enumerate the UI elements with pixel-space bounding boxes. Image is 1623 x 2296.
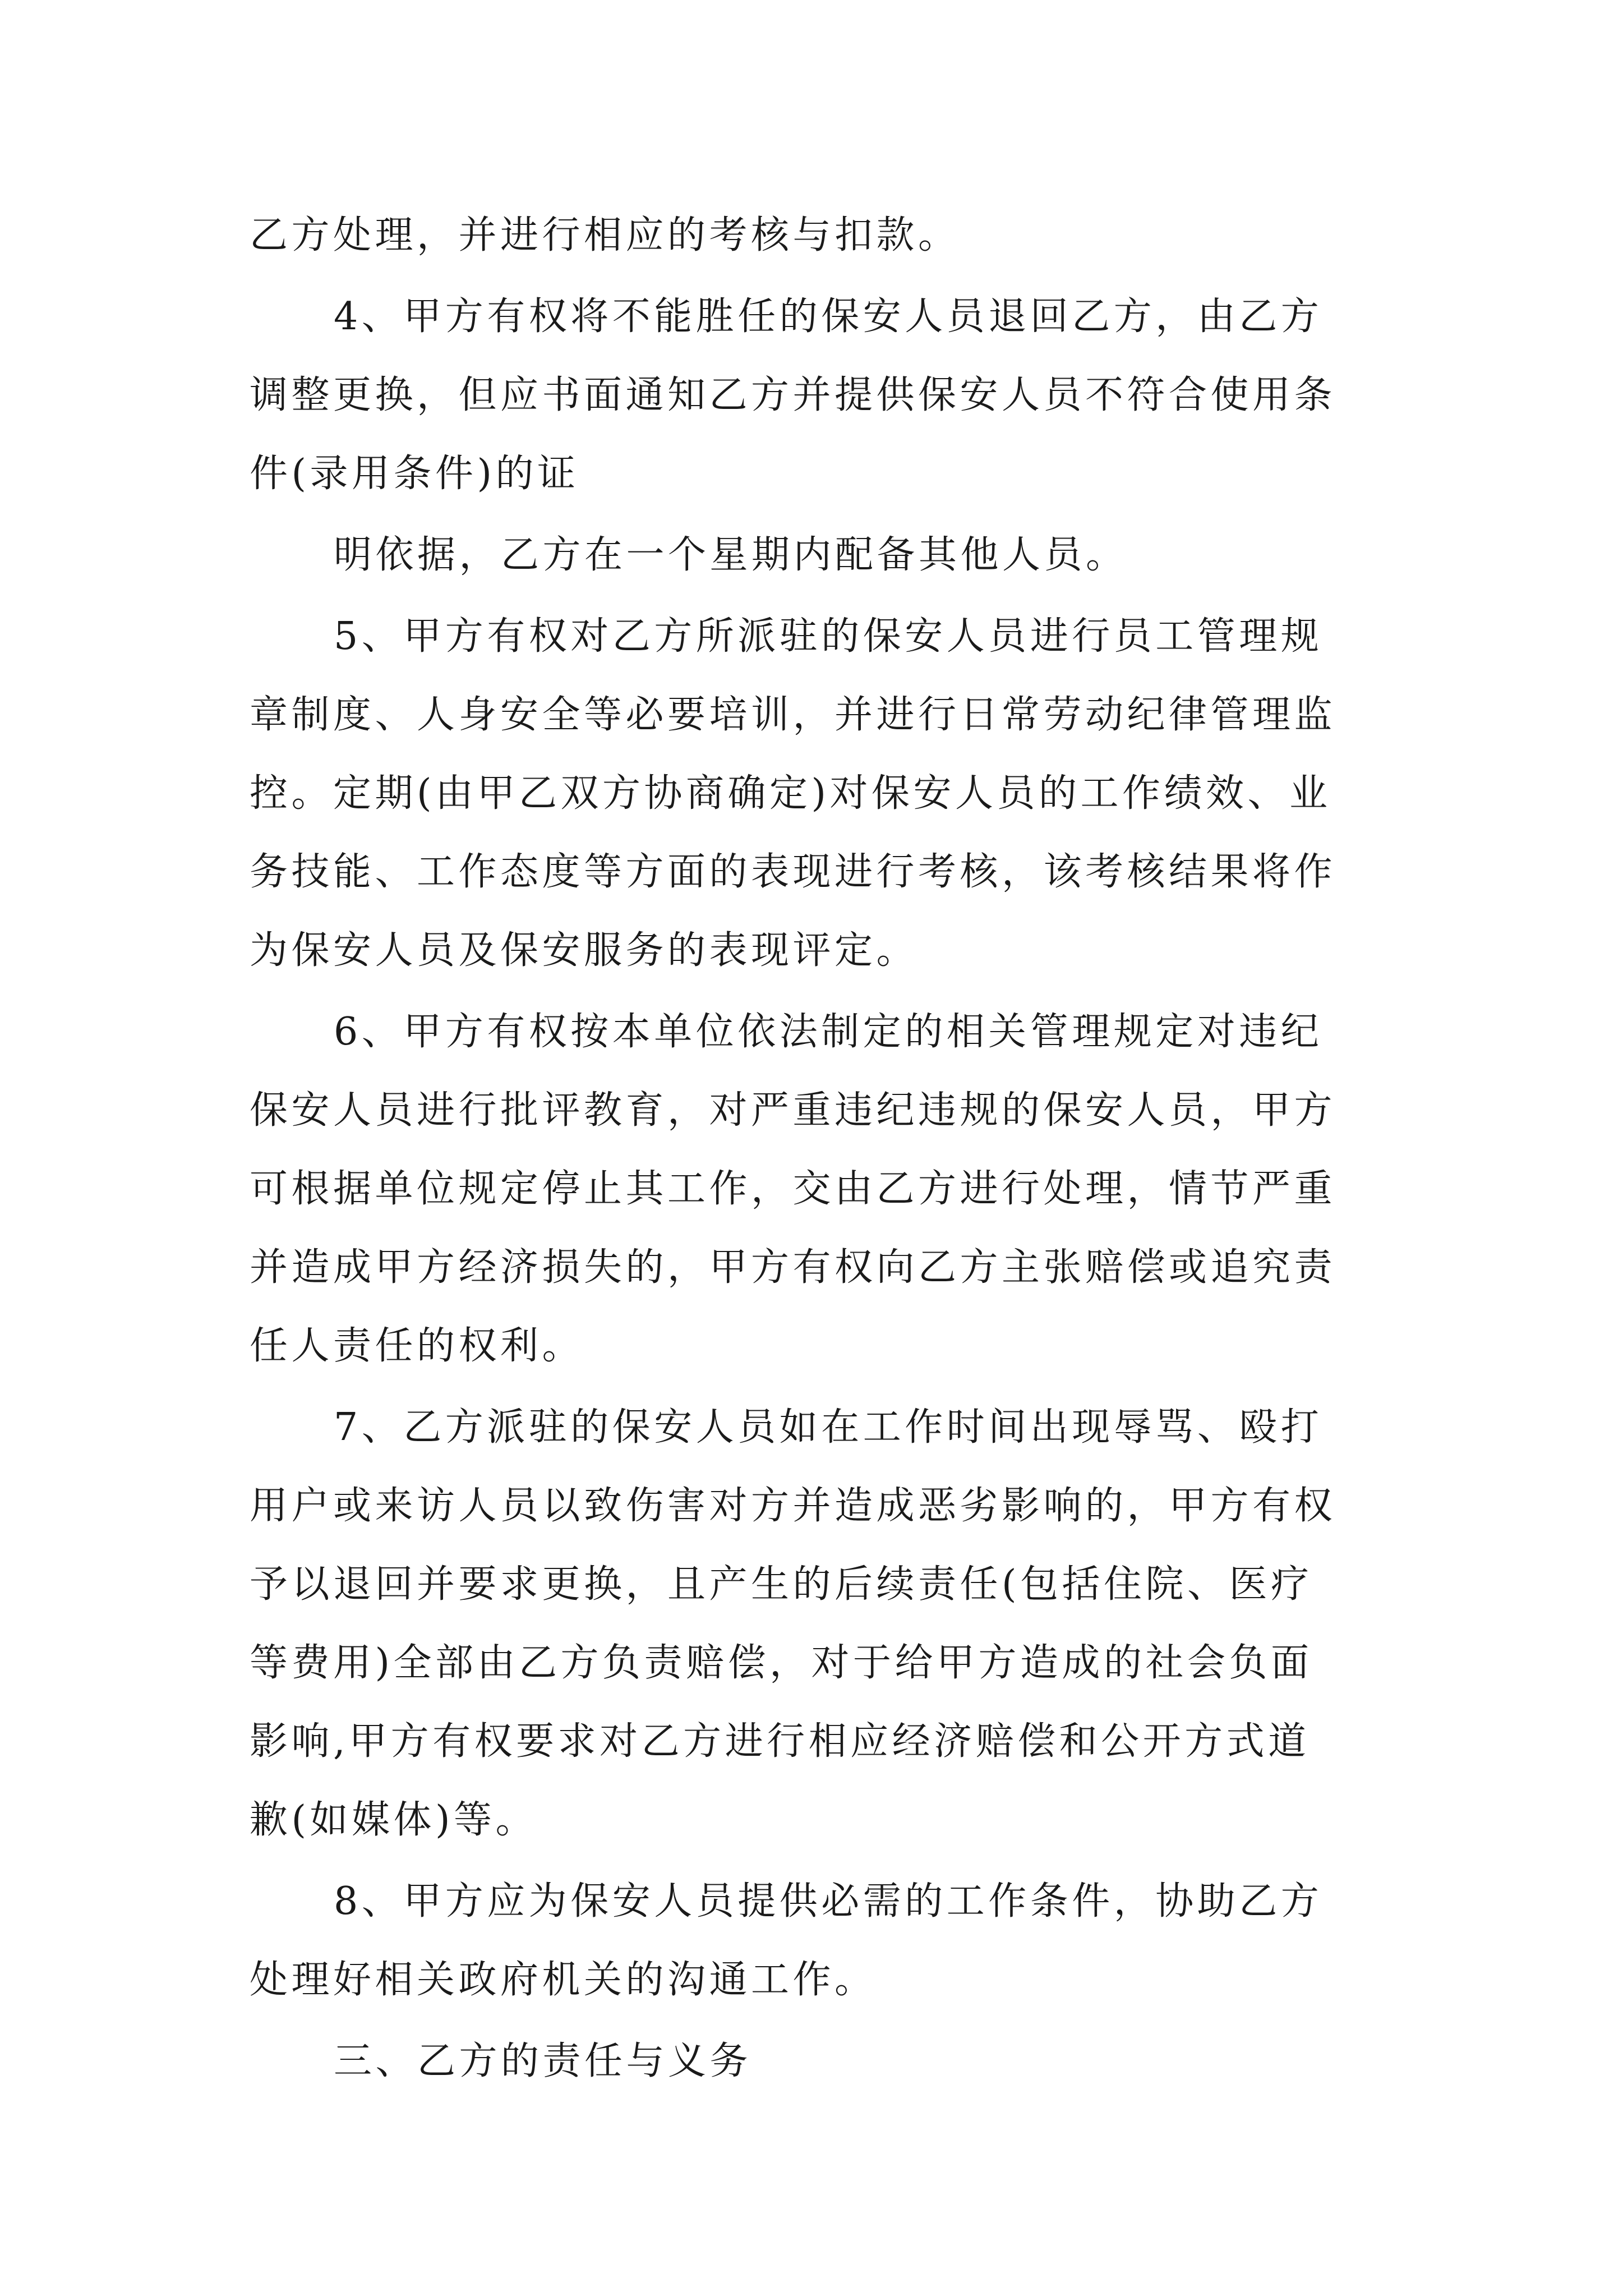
text-line: 件(录用条件)的证 [250,452,579,496]
text-line: 5、甲方有权对乙方所派驻的保安人员进行员工管理规 [334,614,1323,659]
text-line: 明依据，乙方在一个星期内配备其他人员。 [334,533,1128,577]
text-line: 调整更换，但应书面通知乙方并提供保安人员不符合使用条 [250,373,1336,417]
text-line: 为保安人员及保安服务的表现评定。 [250,928,919,973]
text-line: 章制度、人身安全等必要培训，并进行日常劳动纪律管理监 [250,693,1336,737]
text-line: 务技能、工作态度等方面的表现进行考核，该考核结果将作 [250,850,1336,894]
text-line: 4、甲方有权将不能胜任的保安人员退回乙方，由乙方 [334,295,1323,339]
text-line: 并造成甲方经济损失的，甲方有权向乙方主张赔偿或追究责 [250,1245,1336,1290]
text-line: 乙方处理，并进行相应的考核与扣款。 [250,213,960,257]
text-line: 6、甲方有权按本单位依法制定的相关管理规定对违纪 [334,1010,1323,1054]
section-heading: 三、乙方的责任与义务 [334,2039,752,2083]
text-line: 控。定期(由甲乙双方协商确定)对保安人员的工作绩效、业 [250,771,1331,816]
text-line: 保安人员进行批评教育，对严重违纪违规的保安人员，甲方 [250,1088,1336,1133]
text-line: 歉(如媒体)等。 [250,1798,538,1842]
text-line: 可根据单位规定停止其工作，交由乙方进行处理，情节严重 [250,1167,1336,1211]
text-line: 予以退回并要求更换，且产生的后续责任(包括住院、医疗 [250,1562,1313,1607]
text-line: 任人责任的权利。 [250,1324,584,1368]
text-line: 等费用)全部由乙方负责赔偿，对于给甲方造成的社会负面 [250,1641,1313,1685]
text-line: 7、乙方派驻的保安人员如在工作时间出现辱骂、殴打 [334,1405,1323,1450]
text-line: 处理好相关政府机关的沟通工作。 [250,1958,877,2002]
text-line: 8、甲方应为保安人员提供必需的工作条件，协助乙方 [334,1879,1323,1924]
text-line: 影响,甲方有权要求对乙方进行相应经济赔偿和公开方式道 [250,1719,1310,1764]
text-line: 用户或来访人员以致伤害对方并造成恶劣影响的，甲方有权 [250,1484,1336,1528]
